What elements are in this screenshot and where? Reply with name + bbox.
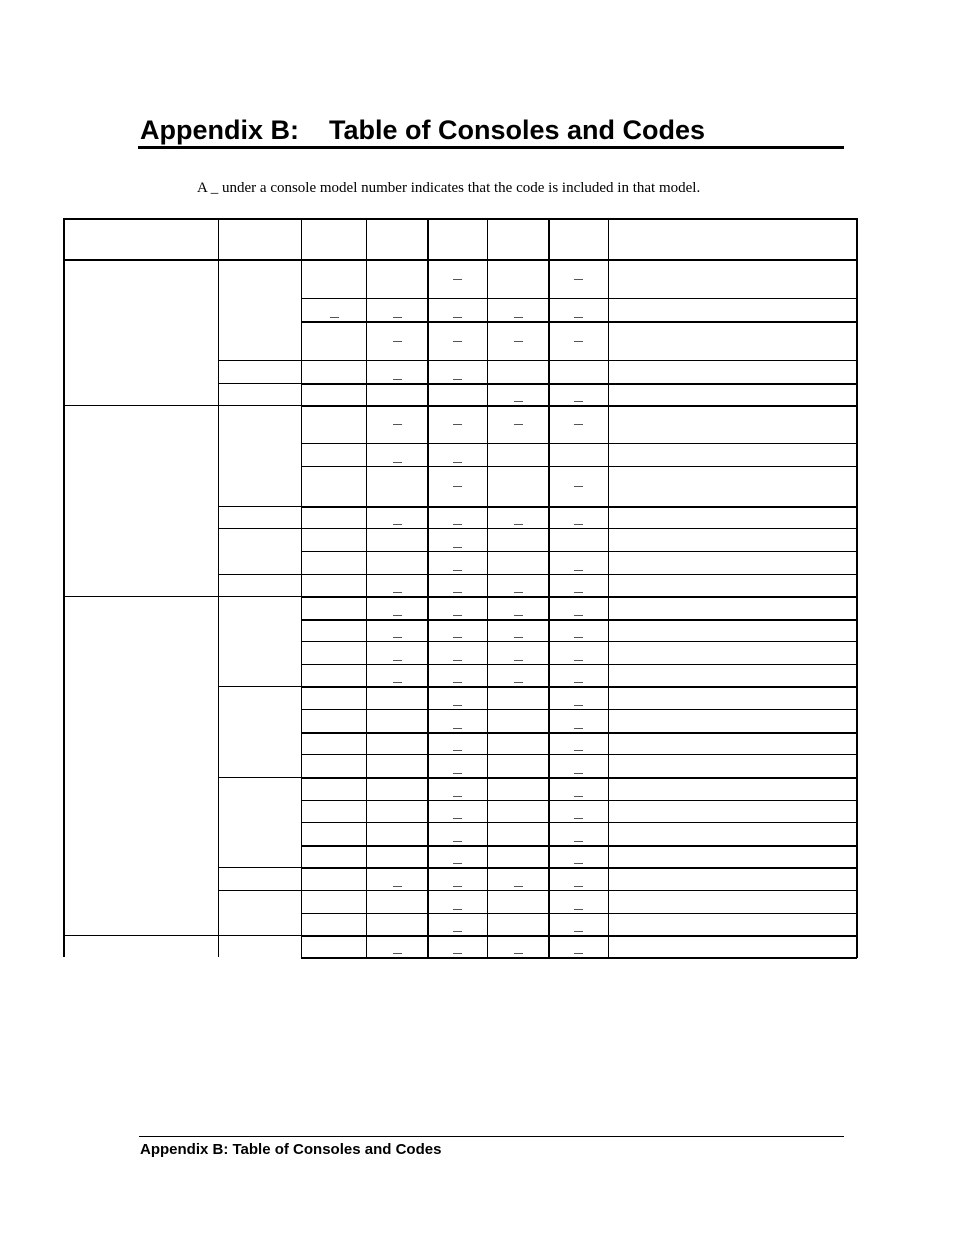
inclusion-mark — [453, 750, 462, 751]
inclusion-mark — [453, 886, 462, 887]
table-rule — [218, 686, 302, 687]
inclusion-mark — [393, 637, 402, 638]
table-rule — [301, 800, 857, 801]
inclusion-mark — [514, 524, 523, 525]
inclusion-mark — [453, 863, 462, 864]
table-column-rule — [608, 218, 609, 958]
table-rule — [301, 321, 857, 323]
table-rule — [63, 259, 857, 261]
inclusion-mark — [453, 682, 462, 683]
inclusion-mark — [574, 424, 583, 425]
inclusion-mark — [453, 796, 462, 797]
table-rule — [218, 383, 302, 384]
inclusion-mark — [453, 462, 462, 463]
inclusion-mark — [393, 341, 402, 342]
inclusion-mark — [453, 592, 462, 593]
inclusion-mark — [514, 424, 523, 425]
inclusion-mark — [330, 317, 339, 318]
inclusion-mark — [453, 728, 462, 729]
inclusion-mark — [574, 570, 583, 571]
inclusion-mark — [453, 660, 462, 661]
inclusion-mark — [574, 728, 583, 729]
table-rule — [301, 664, 857, 665]
inclusion-mark — [453, 547, 462, 548]
inclusion-mark — [574, 705, 583, 706]
table-rule — [301, 551, 857, 552]
table-rule — [63, 218, 857, 220]
inclusion-mark — [393, 660, 402, 661]
table-rule — [218, 574, 302, 575]
inclusion-mark — [574, 660, 583, 661]
inclusion-mark — [393, 524, 402, 525]
table-rule — [301, 890, 857, 891]
table-rule — [218, 506, 302, 507]
inclusion-mark — [393, 379, 402, 380]
inclusion-mark — [574, 773, 583, 774]
inclusion-mark — [574, 886, 583, 887]
table-rule — [63, 596, 219, 597]
inclusion-mark — [453, 317, 462, 318]
inclusion-mark — [574, 818, 583, 819]
inclusion-mark — [393, 953, 402, 954]
inclusion-mark — [453, 279, 462, 280]
inclusion-mark — [453, 773, 462, 774]
table-rule — [301, 466, 857, 467]
inclusion-mark — [393, 592, 402, 593]
inclusion-mark — [514, 317, 523, 318]
table-rule — [301, 686, 857, 688]
table-rule — [301, 596, 857, 598]
inclusion-mark — [453, 953, 462, 954]
table-rule — [218, 777, 302, 778]
table-column-rule — [487, 218, 488, 958]
table-column-rule — [427, 218, 429, 958]
inclusion-mark — [574, 524, 583, 525]
inclusion-mark — [514, 592, 523, 593]
inclusion-mark — [574, 750, 583, 751]
inclusion-mark — [453, 818, 462, 819]
inclusion-mark — [514, 637, 523, 638]
inclusion-mark — [574, 486, 583, 487]
table-rule — [301, 506, 857, 508]
inclusion-mark — [453, 524, 462, 525]
inclusion-mark — [514, 341, 523, 342]
table-rule — [301, 777, 857, 779]
inclusion-mark — [453, 909, 462, 910]
table-rule — [218, 890, 302, 891]
inclusion-mark — [514, 682, 523, 683]
table-rule — [218, 596, 302, 597]
table-rule — [301, 298, 857, 299]
inclusion-mark — [453, 341, 462, 342]
footer-rule — [139, 1136, 844, 1137]
table-rule — [301, 732, 857, 734]
table-rule — [301, 383, 857, 385]
inclusion-mark — [514, 401, 523, 402]
inclusion-mark — [574, 401, 583, 402]
inclusion-mark — [393, 462, 402, 463]
inclusion-mark — [453, 615, 462, 616]
table-rule — [301, 574, 857, 575]
table-rule — [301, 754, 857, 755]
table-rule — [301, 913, 857, 914]
inclusion-mark — [574, 796, 583, 797]
table-rule — [218, 867, 302, 868]
inclusion-mark — [453, 486, 462, 487]
table-column-rule — [548, 218, 550, 958]
table-column-rule — [218, 218, 219, 957]
inclusion-mark — [574, 637, 583, 638]
inclusion-mark — [574, 341, 583, 342]
table-rule — [301, 619, 857, 621]
inclusion-mark — [574, 592, 583, 593]
table-rule — [301, 935, 857, 937]
table-rule — [301, 709, 857, 710]
inclusion-mark — [453, 379, 462, 380]
inclusion-mark — [574, 279, 583, 280]
table-column-rule — [856, 218, 858, 958]
inclusion-mark — [574, 863, 583, 864]
inclusion-mark — [514, 953, 523, 954]
inclusion-mark — [574, 615, 583, 616]
intro-text: A _ under a console model number indicates that the code is included in that model. — [197, 180, 701, 196]
inclusion-mark — [453, 931, 462, 932]
inclusion-mark — [393, 682, 402, 683]
inclusion-mark — [514, 660, 523, 661]
table-rule — [301, 957, 857, 959]
inclusion-mark — [514, 886, 523, 887]
table-rule — [301, 641, 857, 642]
table-rule — [301, 845, 857, 847]
inclusion-mark — [574, 841, 583, 842]
inclusion-mark — [393, 886, 402, 887]
inclusion-mark — [574, 317, 583, 318]
table-rule — [301, 443, 857, 444]
table-rule — [301, 867, 857, 869]
table-column-rule — [366, 218, 367, 958]
table-column-rule — [301, 218, 302, 958]
table-rule — [301, 528, 857, 529]
table-rule — [218, 935, 302, 936]
inclusion-mark — [393, 424, 402, 425]
table-rule — [218, 405, 302, 406]
table-rule — [301, 405, 857, 407]
table-rule — [301, 360, 857, 361]
inclusion-mark — [453, 570, 462, 571]
inclusion-mark — [574, 909, 583, 910]
table-rule — [63, 405, 219, 406]
table-rule — [218, 360, 302, 361]
inclusion-mark — [514, 615, 523, 616]
inclusion-mark — [574, 682, 583, 683]
inclusion-mark — [574, 931, 583, 932]
table-rule — [301, 822, 857, 823]
inclusion-mark — [393, 317, 402, 318]
inclusion-mark — [453, 841, 462, 842]
table-rule — [63, 935, 219, 936]
inclusion-mark — [453, 705, 462, 706]
table-column-rule — [63, 218, 65, 957]
inclusion-mark — [453, 424, 462, 425]
inclusion-mark — [453, 637, 462, 638]
table-rule — [218, 528, 302, 529]
page-title: Appendix B: Table of Consoles and Codes — [140, 115, 706, 145]
inclusion-mark — [393, 615, 402, 616]
footer-text: Appendix B: Table of Consoles and Codes — [140, 1141, 442, 1158]
inclusion-mark — [574, 953, 583, 954]
